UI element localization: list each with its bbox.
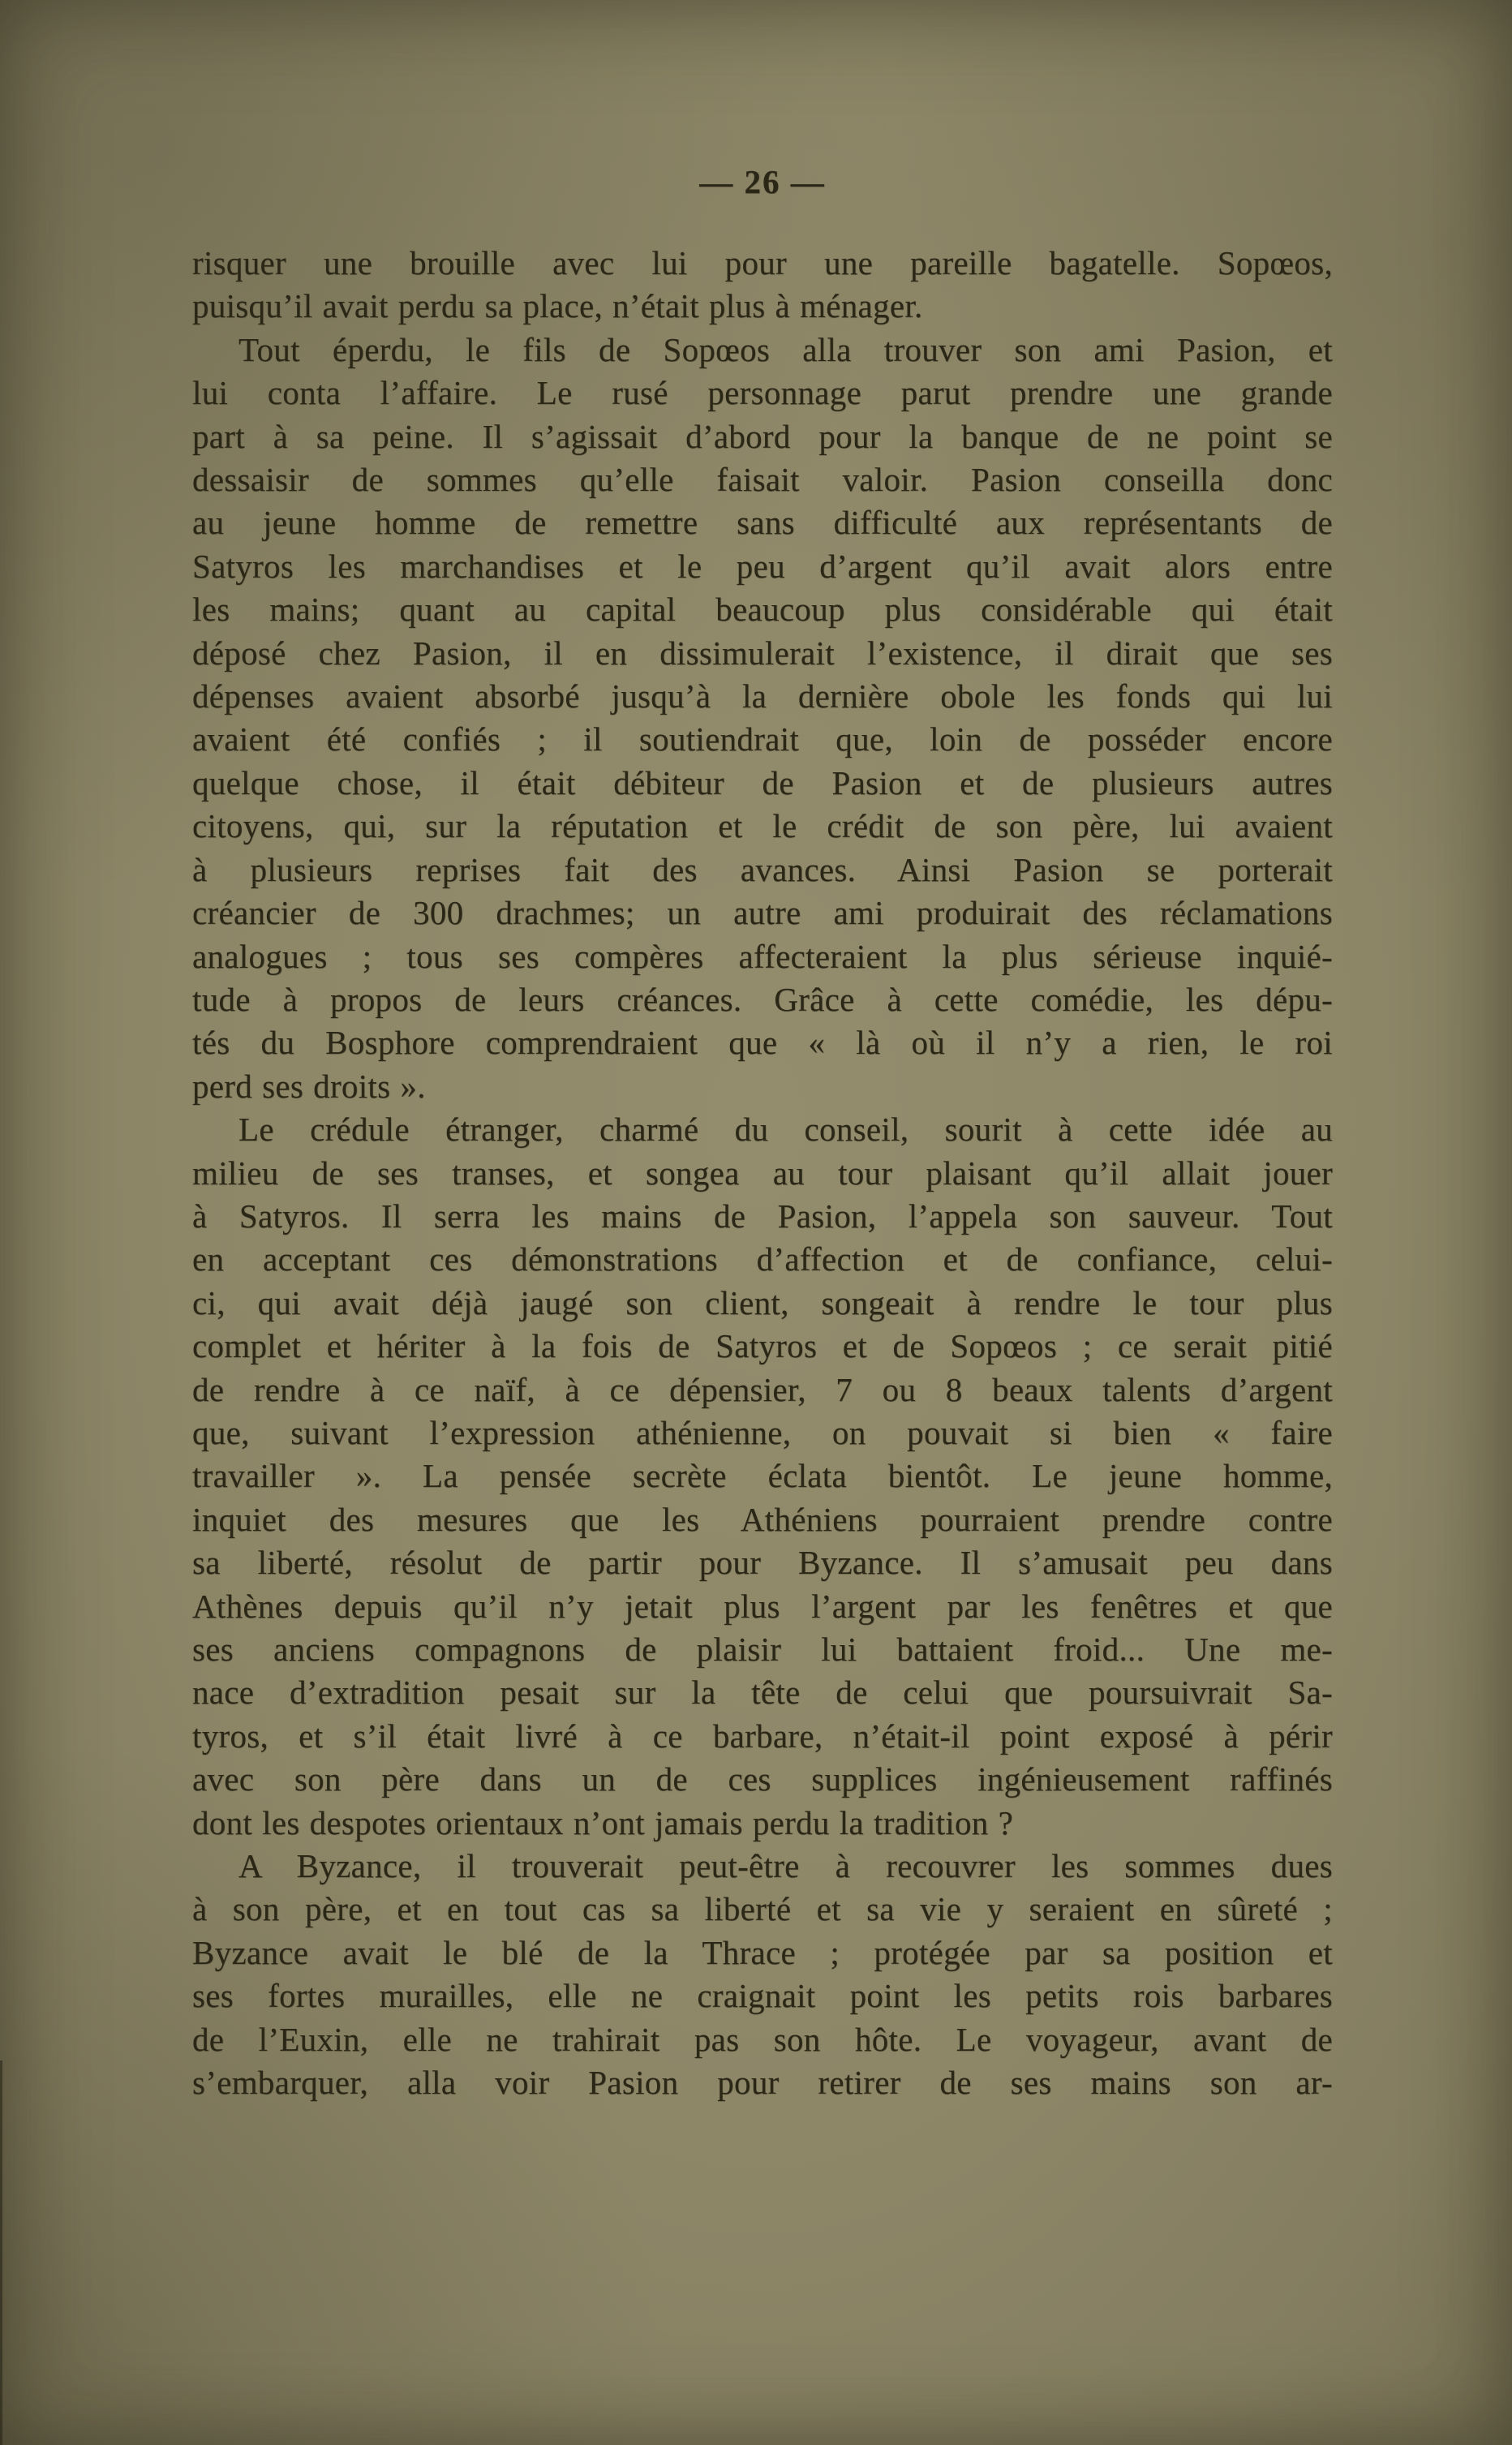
text-line: à plusieurs reprises fait des avances. Ainsi Pasion se porterait xyxy=(192,850,1333,888)
text-line: nace d’extradition pesait sur la tête de celui que poursuivrait Sa- xyxy=(192,1674,1333,1712)
text-line: puisqu’il avait perdu sa place, n’était plus à ménager. xyxy=(192,287,923,325)
body-text-block xyxy=(192,242,1333,2104)
text-line: complet et hériter à la fois de Satyros et de Sopœos ; ce serait pitié xyxy=(192,1327,1333,1365)
text-line: inquiet des mesures que les Athéniens pourraient prendre contre xyxy=(192,1500,1333,1538)
text-line: quelque chose, il était débiteur de Pasion et de plusieurs autres xyxy=(192,763,1333,801)
page-number: — 26 — xyxy=(699,163,826,200)
text-line: de l’Euxin, elle ne trahirait pas son hôte. Le voyageur, avant de xyxy=(192,2020,1333,2058)
text-line: travailler ». La pensée secrète éclata bientôt. Le jeune homme, xyxy=(192,1457,1333,1495)
text-line: tyros, et s’il était livré à ce barbare, n’était-il point exposé à périr xyxy=(192,1717,1333,1755)
text-line: part à sa peine. Il s’agissait d’abord pour la banque de ne point se xyxy=(192,417,1333,455)
text-line: de rendre à ce naïf, à ce dépensier, 7 ou 8 beaux talents d’argent xyxy=(192,1370,1333,1408)
text-line: les mains; quant au capital beaucoup plus considérable qui était xyxy=(192,591,1333,629)
text-line: analogues ; tous ses compères affecteraient la plus sérieuse inquié- xyxy=(192,937,1333,975)
text-line: sa liberté, résolut de partir pour Byzance. Il s’amusait peu dans xyxy=(192,1544,1333,1582)
text-line: ses anciens compagnons de plaisir lui battaient froid... Une me- xyxy=(192,1631,1333,1668)
text-line: perd ses droits ». xyxy=(192,1067,426,1105)
text-line: dont les despotes orientaux n’ont jamais perdu la tradition ? xyxy=(192,1803,1014,1841)
text-line: à Satyros. Il serra les mains de Pasion, l’appela son sauveur. Tout xyxy=(192,1197,1333,1235)
text-line: en acceptant ces démonstrations d’affection et de confiance, celui- xyxy=(192,1240,1333,1278)
text-line: Athènes depuis qu’il n’y jetait plus l’argent par les fenêtres et que xyxy=(192,1587,1333,1625)
text-line: Byzance avait le blé de la Thrace ; protégée par sa position et xyxy=(192,1933,1333,1971)
text-line: tés du Bosphore comprendraient que « là où il n’y a rien, le roi xyxy=(192,1024,1333,1062)
text-line: s’embarquer, alla voir Pasion pour retirer de ses mains son ar- xyxy=(192,2064,1333,2102)
text-line: citoyens, qui, sur la réputation et le crédit de son père, lui avaient xyxy=(192,807,1333,845)
text-line: déposé chez Pasion, il en dissimulerait l’existence, il dirait que ses xyxy=(192,634,1333,672)
text-line: risquer une brouille avec lui pour une pareille bagatelle. Sopœos, xyxy=(192,244,1333,281)
text-line: à son père, et en tout cas sa liberté et sa vie y seraient en sûreté ; xyxy=(192,1890,1333,1928)
text-line: créancier de 300 drachmes; un autre ami produirait des réclamations xyxy=(192,894,1333,932)
text-line: A Byzance, il trouverait peut-être à recouvrer les sommes dues xyxy=(238,1847,1333,1885)
text-line: que, suivant l’expression athénienne, on pouvait si bien « faire xyxy=(192,1413,1333,1451)
text-line: ses fortes murailles, elle ne craignait point les petits rois barbares xyxy=(192,1977,1333,2015)
text-line: avec son père dans un de ces supplices ingénieusement raffinés xyxy=(192,1760,1333,1798)
text-line: dessaisir de sommes qu’elle faisait valoir. Pasion conseilla donc xyxy=(192,461,1333,499)
text-line: milieu de ses transes, et songea au tour plaisant qu’il allait jouer xyxy=(192,1154,1333,1192)
text-line: Satyros les marchandises et le peu d’argent qu’il avait alors entre xyxy=(192,547,1333,585)
text-line: tude à propos de leurs créances. Grâce à cette comédie, les dépu- xyxy=(192,980,1333,1018)
text-line: dépenses avaient absorbé jusqu’à la dernière obole les fonds qui lui xyxy=(192,677,1333,715)
text-line: Le crédule étranger, charmé du conseil, sourit à cette idée au xyxy=(238,1111,1333,1149)
text-line: au jeune homme de remettre sans difficulté aux représentants de xyxy=(192,504,1333,542)
text-line: Tout éperdu, le fils de Sopœos alla trouver son ami Pasion, et xyxy=(238,330,1333,368)
scan-edge-shadow xyxy=(0,2060,2,2445)
text-line: lui conta l’affaire. Le rusé personnage parut prendre une grande xyxy=(192,374,1333,412)
text-line: ci, qui avait déjà jaugé son client, songeait à rendre le tour plus xyxy=(192,1283,1333,1321)
text-line: avaient été confiés ; il soutiendrait que, loin de posséder encore xyxy=(192,720,1333,758)
